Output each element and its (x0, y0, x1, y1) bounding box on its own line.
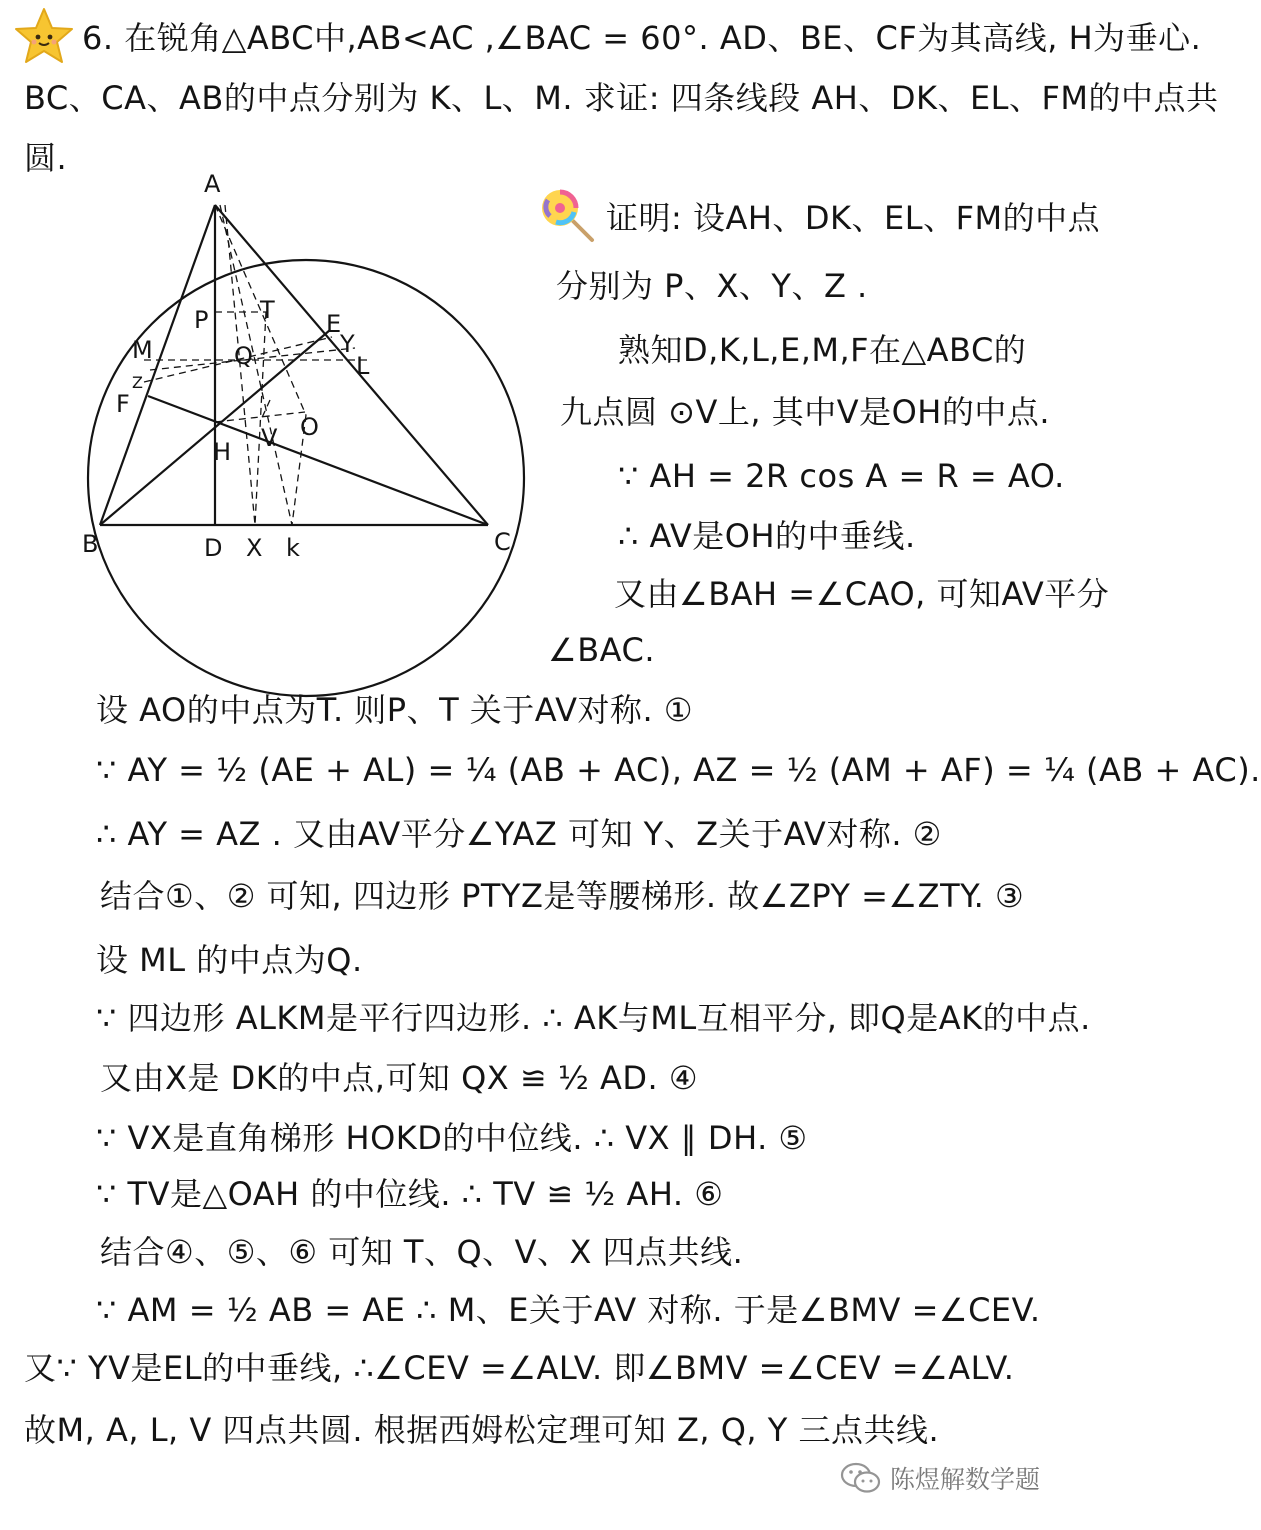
proof-side-5: ∵ AH = 2R cos A = R = AO. (618, 457, 1065, 495)
lollipop-icon (538, 188, 602, 244)
label-P: P (194, 306, 209, 334)
proof-side-7: 又由∠BAH =∠CAO, 可知AV平分 (614, 575, 1110, 613)
proof-main-11: ∵ AM = ½ AB = AE ∴ M、E关于AV 对称. 于是∠BMV =∠CEV. (96, 1291, 1041, 1329)
label-L: L (356, 352, 370, 380)
proof-side-8: ∠BAC. (548, 631, 655, 669)
proof-main-12: 又∵ YV是EL的中垂线, ∴∠CEV =∠ALV. 即∠BMV =∠CEV =∠ALV. (24, 1349, 1015, 1387)
proof-side-3: 熟知D,K,L,E,M,F在△ABC的 (618, 331, 1027, 369)
label-T: T (260, 296, 275, 324)
proof-main-8: ∵ VX是直角梯形 HOKD的中位线. ∴ VX ∥ DH. ⑤ (96, 1119, 808, 1157)
proof-main-4: 结合①、② 可知, 四边形 PTYZ是等腰梯形. 故∠ZPY =∠ZTY. ③ (100, 877, 1025, 915)
label-V: V (261, 424, 278, 452)
proof-main-13: 故M, A, L, V 四点共圆. 根据西姆松定理可知 Z, Q, Y 三点共线. (24, 1411, 940, 1449)
label-K: k (286, 534, 300, 562)
proof-main-9: ∵ TV是△OAH 的中位线. ∴ TV ≌ ½ AH. ⑥ (96, 1175, 724, 1213)
proof-main-7: 又由X是 DK的中点,可知 QX ≌ ½ AD. ④ (100, 1059, 699, 1097)
label-F: F (116, 390, 130, 418)
proof-main-1: 设 AO的中点为T. 则P、T 关于AV对称. ① (96, 691, 694, 729)
proof-side-1: 证明: 设AH、DK、EL、FM的中点 (606, 199, 1101, 237)
problem-line-2: BC、CA、AB的中点分别为 K、L、M. 求证: 四条线段 AH、DK、EL、FM的中点共 (24, 79, 1219, 117)
watermark (840, 1460, 1040, 1496)
proof-main-10: 结合④、⑤、⑥ 可知 T、Q、V、X 四点共线. (100, 1233, 744, 1271)
proof-main-6: ∵ 四边形 ALKM是平行四边形. ∴ AK与ML互相平分, 即Q是AK的中点. (96, 999, 1091, 1037)
wechat-icon (840, 1461, 882, 1495)
geometry-figure (70, 160, 540, 660)
label-Z: Z (132, 373, 143, 392)
label-H: H (213, 438, 232, 466)
problem-line-3: 圆. (24, 139, 68, 177)
label-B: B (82, 530, 99, 558)
problem-line-1: 6. 在锐角△ABC中,AB<AC ,∠BAC = 60°. AD、BE、CF为其高线, H为垂心. (82, 19, 1202, 57)
proof-main-3: ∴ AY = AZ . 又由AV平分∠YAZ 可知 Y、Z关于AV对称. ② (96, 815, 942, 853)
proof-side-2: 分别为 P、X、Y、Z . (556, 267, 868, 305)
proof-main-5: 设 ML 的中点为Q. (96, 941, 363, 979)
label-E: E (326, 310, 342, 338)
label-D: D (204, 534, 223, 562)
label-C: C (494, 528, 511, 556)
label-A: A (204, 170, 221, 198)
label-O: O (300, 413, 319, 441)
proof-main-2: ∵ AY = ½ (AE + AL) = ¼ (AB + AC), AZ = ½ (AM + AF) = ¼ (AB + AC). (96, 751, 1261, 789)
label-M: M (132, 336, 153, 364)
label-Q: Q (234, 342, 253, 370)
watermark-text: 陈煜解数学题 (890, 1465, 1041, 1494)
proof-side-6: ∴ AV是OH的中垂线. (618, 517, 916, 555)
label-X: X (246, 534, 263, 562)
star-icon (12, 6, 76, 66)
label-Y: Y (340, 330, 355, 358)
proof-side-4: 九点圆 ⊙V上, 其中V是OH的中点. (560, 393, 1051, 431)
circumcircle (88, 260, 524, 696)
side-ac (215, 205, 488, 525)
